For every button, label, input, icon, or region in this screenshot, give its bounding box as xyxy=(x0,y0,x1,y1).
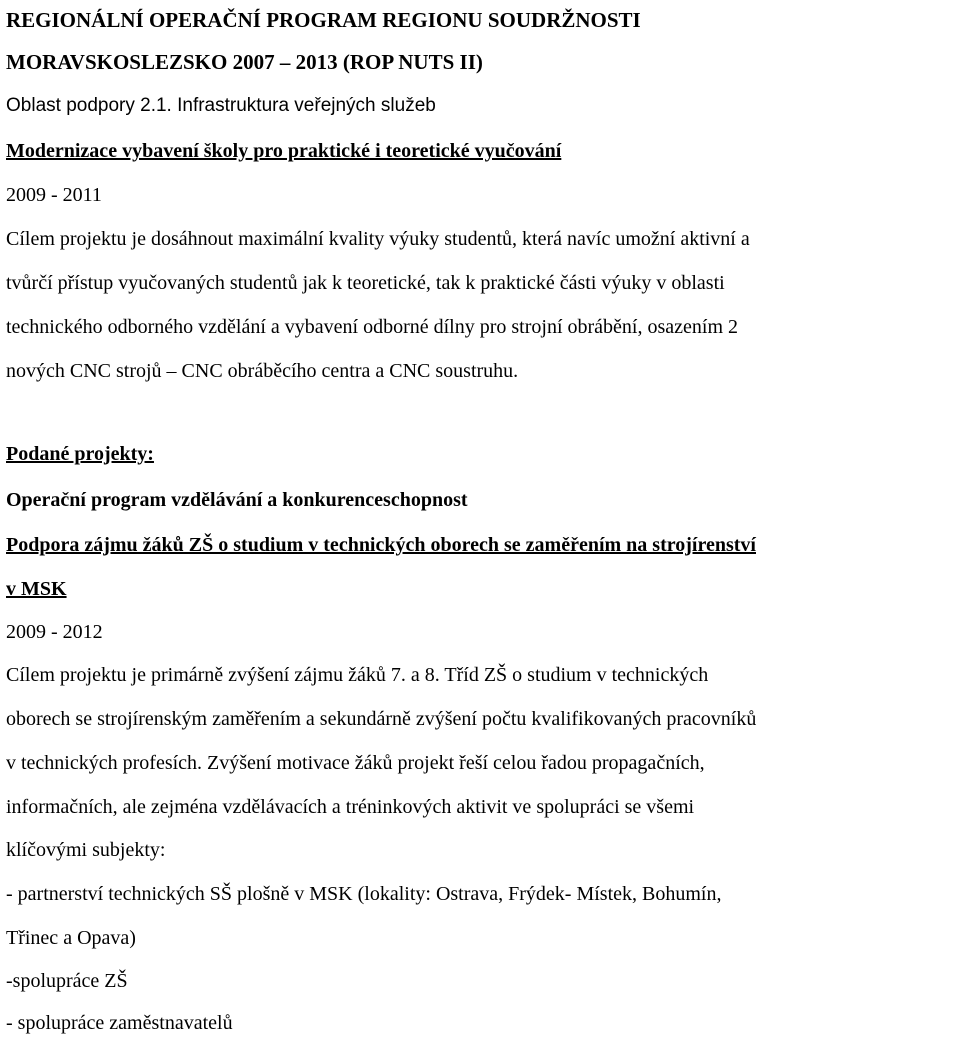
project1-years: 2009 - 2011 xyxy=(6,184,102,206)
header-line-1: REGIONÁLNÍ OPERAČNÍ PROGRAM REGIONU SOUDRŽNOSTI xyxy=(6,8,641,32)
submitted-heading: Podané projekty: xyxy=(6,443,154,465)
project1-text-line: nových CNC strojů – CNC obráběcího centra a CNC soustruhu. xyxy=(6,360,519,382)
submitted-text-line: Třinec a Opava) xyxy=(6,927,136,949)
submitted-program: Operační program vzdělávání a konkurenceschopnost xyxy=(6,489,468,511)
support-area: Oblast podpory 2.1. Infrastruktura veřejných služeb xyxy=(6,95,436,116)
submitted-text-line: oborech se strojírenským zaměřením a sekundárně zvýšení počtu kvalifikovaných pracovníků xyxy=(6,708,757,730)
submitted-years: 2009 - 2012 xyxy=(6,621,103,643)
project1-text-line: tvůrčí přístup vyučovaných studentů jak k teoretické, tak k praktické části výuky v oblasti xyxy=(6,272,725,294)
submitted-text-line: Cílem projektu je primárně zvýšení zájmu žáků 7. a 8. Tříd ZŠ o studium v technických xyxy=(6,664,709,686)
project1-title: Modernizace vybavení školy pro praktické i teoretické vyučování xyxy=(6,140,562,162)
project1-text-line: Cílem projektu je dosáhnout maximální kvality výuky studentů, která navíc umožní aktivní a xyxy=(6,228,750,250)
submitted-text-line: - spolupráce zaměstnavatelů xyxy=(6,1012,233,1034)
submitted-text-line: informačních, ale zejména vzdělávacích a tréninkových aktivit ve spolupráci se všemi xyxy=(6,796,695,818)
submitted-title-line-2: v MSK xyxy=(6,578,67,600)
submitted-text-line: klíčovými subjekty: xyxy=(6,839,166,861)
project1-text-line: technického odborného vzdělání a vybavení odborné dílny pro strojní obrábění, osazením 2 xyxy=(6,316,739,338)
submitted-text-line: v technických profesích. Zvýšení motivace žáků projekt řeší celou řadou propagačních, xyxy=(6,752,705,774)
submitted-text-line: - partnerství technických SŠ plošně v MSK (lokality: Ostrava, Frýdek- Místek, Bohumín, xyxy=(6,883,722,905)
submitted-title-line-1: Podpora zájmu žáků ZŠ o studium v technických oborech se zaměřením na strojírenství xyxy=(6,534,756,556)
header-line-2: MORAVSKOSLEZSKO 2007 – 2013 (ROP NUTS II) xyxy=(6,50,483,74)
submitted-text-line: -spolupráce ZŠ xyxy=(6,970,128,992)
